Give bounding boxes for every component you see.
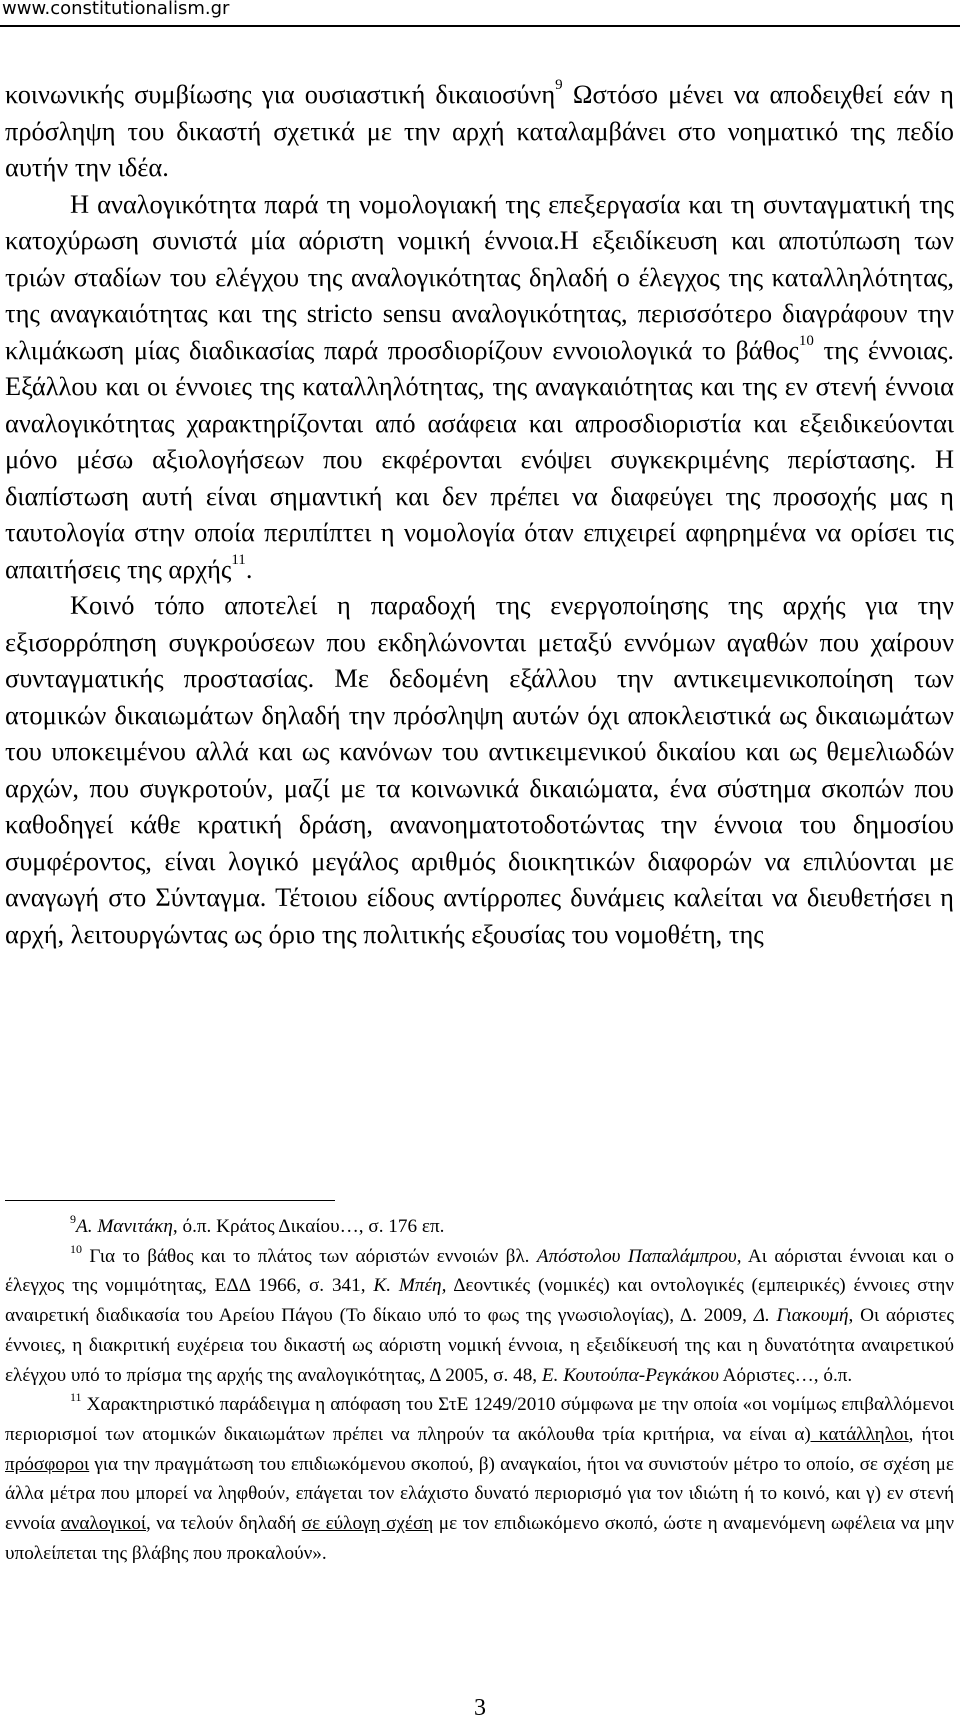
footnote-ref-9: 9 — [555, 77, 563, 93]
underlined-term: ) κατάλληλοι — [804, 1423, 909, 1445]
footnote-11: $^{11}$ Χαρακτηριστικό παράδειγμα η απόφαση του ΣτΕ 1249/2010 σύμφωνα με την οποία «οι νομίμως επιβαλλόμενοι περιορισμοί των ατομικών δικαιωμάτων πρέπει να πληρούν τα ακόλουθα τρία κριτήρια, να είναι α) κατάλληλοι, ήτοι πρόσφοροι για την πραγμάτωση του επιδιωκόμενου σκοπού, β) αναγκαίοι, ήτοι να συνιστούν μέτρο το οποίο, σε σχέση με άλλα μέτρα που μπορεί να ληφθούν, επάγεται τον ελάχιστο δυνατό περιορισμό για τον ιδιώτη ή το κοινό, και γ) εν στενή εννοία αναλογικοί, να τελούν δηλαδή σε εύλογη σχέση με τον επιδιωκόμενο σκοπό, ώστε η αναμενόμενη ωφέλεια να μην υπολείπεται της βλάβης που προκαλούν». — [5, 1390, 954, 1564]
citation-author: Κ. Μπέη, — [373, 1275, 447, 1297]
citation-author: Ε. Κουτούπα-Ρεγκάκου — [541, 1364, 719, 1386]
citation-author: Δ. Γιακουμή — [753, 1305, 849, 1327]
main-text — [5, 76, 954, 952]
footnote-ref-11: 11 — [231, 551, 246, 568]
footnote-ref-10: 10 — [798, 332, 814, 349]
footnotes — [5, 1212, 954, 1568]
paragraph-3: Κοινό τόπο αποτελεί η παραδοχή της ενεργοποίησης της αρχής για την εξισορρόπηση συγκρούσεων που εκδηλώνονται μεταξύ εννόμων αγαθών που χαίρουν συνταγματικής προστασίας. Με δεδομένη εξάλλου την αντικειμενικοποίηση των ατομικών δικαιωμάτων δηλαδή την πρόσληψη αυτών όχι αποκλειστικά ως δικαιωμάτων του υποκειμένου αλλά και ως κανόνων του αντικειμενικού δικαίου και ως θεμελιωδών αρχών, που συγκροτούν, μαζί με τα κοινωνικά δικαιώματα, ένα σύστημα σκοπών που καθοδηγεί κάθε κρατική δράση, ανανοηματοτοδοτώντας την έννοια του δημοσίου συμφέροντος, είναι λογικό μεγάλος αριθμός διοικητικών διαφορών να επιλύονται με αναγωγή στο Σύνταγμα. Τέτοιου είδους αντίρροπες δυνάμεις καλείται να διευθετήσει η αρχή, λειτουργώντας ως όριο της πολιτικής εξουσίας του νομοθέτη, της — [5, 590, 954, 949]
underlined-term: πρόσφοροι — [5, 1453, 90, 1475]
underlined-term: σε εύλογη σχέση — [301, 1513, 434, 1535]
footnote-10: $^{10}$ Για το βάθος και το πλάτος των αόριστών εννοιών βλ. Απόστολου Παπαλάμπρου, Αι αόρισται έννοιαι και ο έλεγχος της νομιμότητας, ΕΔΔ 1966, σ. 341, Κ. Μπέη, Δεοντικές (νομικές) και οντολογικές (εμπειρικές) έννοιες στην αναιρετική διαδικασία του Αρείου Πάγου (Το δίκαιο υπό το φως της γνωσιολογίας), Δ. 2009, Δ. Γιακουμή, Οι αόριστες έννοιες, η διακριτική ευχέρεια του δικαστή ως αόριστη νομική έννοια, η εξειδίκευσή της και η δυνατότητα αναιρετικού ελέγχου υπό το πρίσμα της αρχής της αναλογικότητας, Δ 2005, σ. 48, Ε. Κουτούπα-Ρεγκάκου Αόριστες…, ό.π. — [5, 1241, 955, 1386]
header-rule — [0, 25, 960, 27]
site-url[interactable]: www.constitutionalism.gr — [2, 0, 230, 19]
footnote-9: $^9$Α. Μανιτάκη, ό.π. Κράτος Δικαίου…, σ. 176 επ. — [70, 1212, 445, 1237]
footnote-separator — [5, 1200, 335, 1201]
paragraph-1: κοινωνικής συμβίωσης για ουσιαστική δικαιοσύνη$^9$ Ωστόσο μένει να αποδειχθεί εάν η πρόσληψη του δικαστή σχετικά με την αρχή καταλαμβάνει στο νοηματικό της πεδίο αυτήν την ιδέα. — [5, 77, 954, 182]
page-number: 3 — [474, 1695, 486, 1721]
citation-author: Απόστολου Παπαλάμπρου — [536, 1245, 737, 1267]
paragraph-2: Η αναλογικότητα παρά τη νομολογιακή της επεξεργασία και τη συνταγματική της κατοχύρωση συνιστά μία αόριστη νομική έννοια.Η εξειδίκευση και αποτύπωση των τριών σταδίων του ελέγχου της αναλογικότητας δηλαδή ο έλεγχος της καταλληλότητας, της αναγκαιότητας και της stricto sensu αναλογικότητας, περισσότερο διαγράφουν την κλιμάκωση μίας διαδικασίας παρά προσδιορίζουν εννοιολογικά το βάθος$^{10}$ της έννοιας. Εξάλλου και οι έννοιες της καταλληλότητας, της αναγκαιότητας και της εν στενή έννοια αναλογικότητας χαρακτηρίζονται από ασάφεια και απροσδιοριστία και εξειδικεύονται μόνο μέσω αξιολογήσεων που εκφέρονται ενόψει συγκεκριμένης περίστασης. Η διαπίστωση αυτή είναι σημαντική και δεν πρέπει να διαφεύγει της προσοχής μας η ταυτολογία στην οποία περιπίπτει η νομολογία όταν επιχειρεί αφηρημένα να ορίσει τις απαιτήσεις της αρχής$^{11}$. — [5, 188, 955, 584]
underlined-term: αναλογικοί — [60, 1513, 147, 1535]
citation-author: Α. Μανιτάκη — [76, 1216, 173, 1237]
